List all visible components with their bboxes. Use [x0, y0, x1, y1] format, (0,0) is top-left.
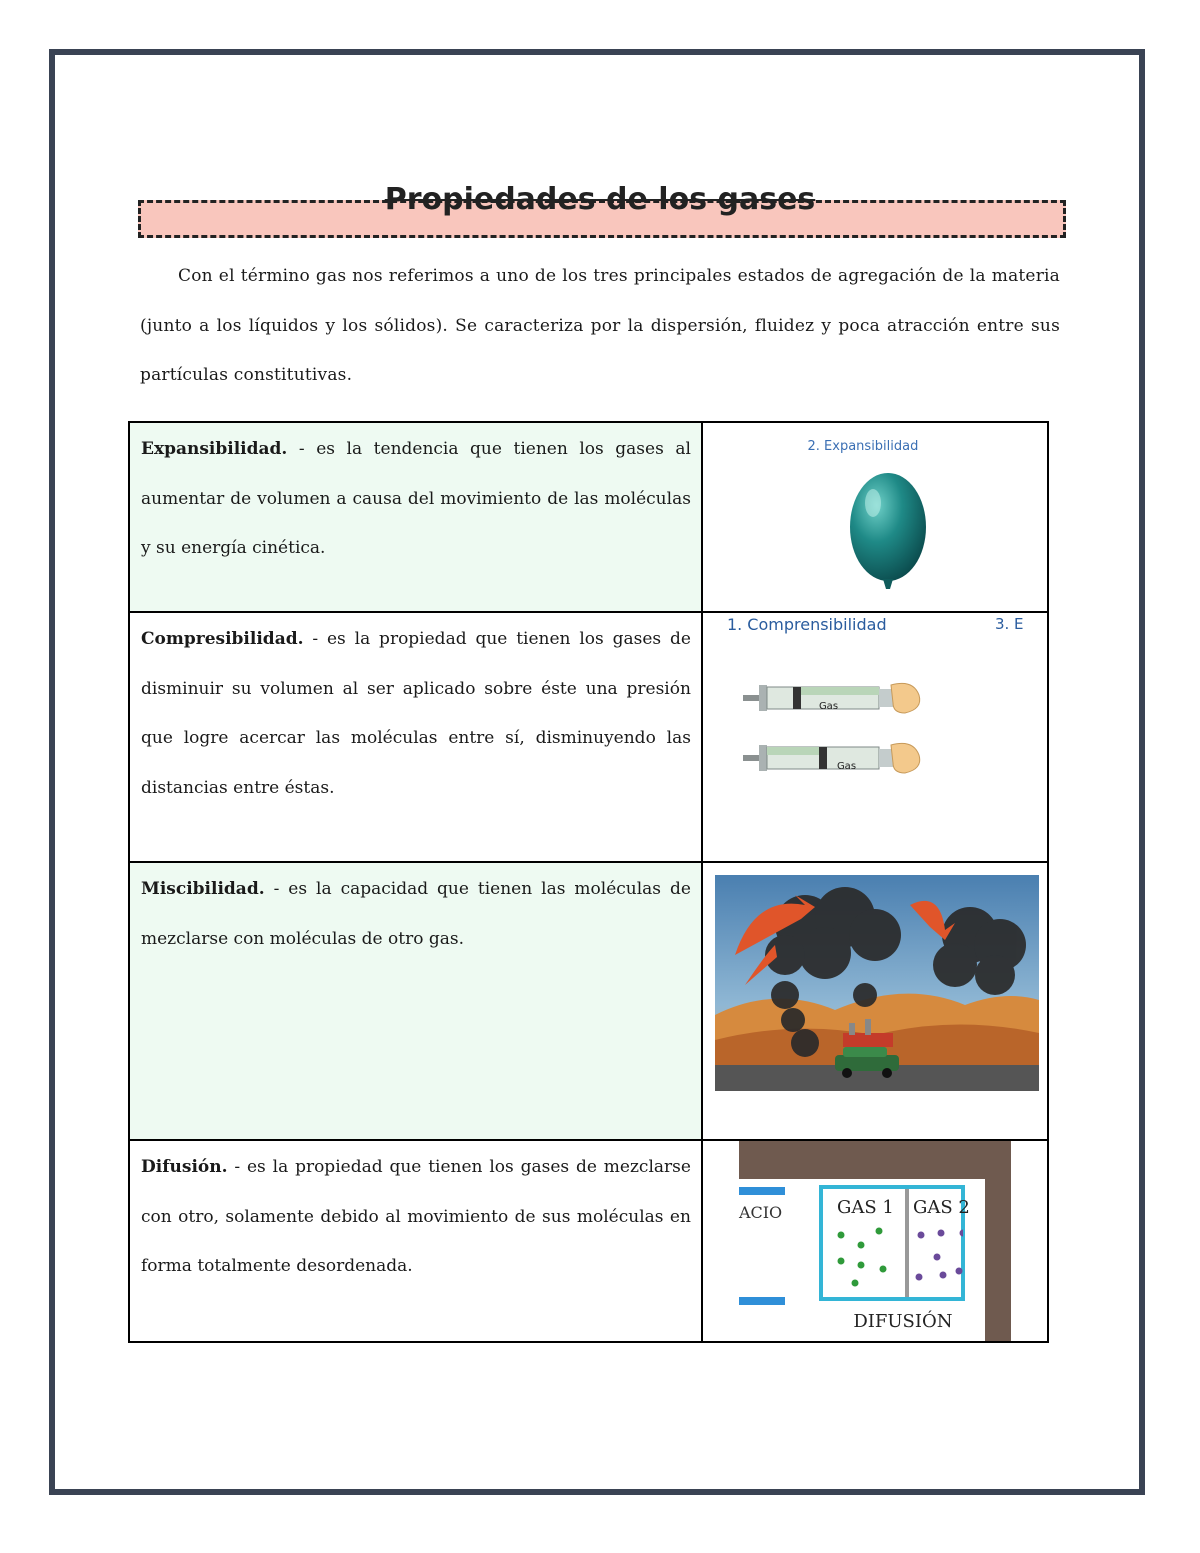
miscibility-image	[702, 862, 1048, 1140]
page-title: Propiedades de los gases	[384, 182, 816, 217]
intro-paragraph: Con el término gas nos referimos a uno de los tres principales estados de agregación de la materia (junto a los líquidos y los sólidos). Se caracteriza por la dispersión, fluidez y poca atracción entre sus partículas constitutivas.	[140, 266, 1060, 385]
image-label-right: 3. E	[994, 615, 1024, 633]
expansibility-image	[702, 422, 1048, 612]
gas-molecules-icon	[823, 1223, 963, 1293]
property-term: Difusión.	[141, 1157, 228, 1177]
property-text-cell	[129, 422, 702, 612]
properties-table	[128, 421, 1049, 1343]
balloon-icon	[843, 467, 933, 607]
property-term: Compresibilidad.	[141, 629, 304, 649]
table-row	[129, 862, 1048, 1140]
property-description: - es la propiedad que tienen los gases de disminuir su volumen al ser aplicado sobre éste una presión que logre acercar las moléculas entre sí, disminuyendo las distancias entre éstas.	[141, 629, 691, 798]
property-description: - es la tendencia que tienen los gases al aumentar de volumen a causa del movimiento de las moléculas y su energía cinética.	[141, 439, 691, 558]
property-text-cell	[129, 612, 702, 862]
property-description: - es la propiedad que tienen los gases de mezclarse con otro, solamente debido al movimiento de sus moléculas en forma totalmente desordenada.	[141, 1157, 691, 1276]
table-row	[129, 612, 1048, 862]
image-label-cut: ACIO	[738, 1203, 783, 1222]
image-label: 2. Expansibilidad	[807, 439, 919, 454]
diffusion-caption: DIFUSIÓN	[853, 1311, 953, 1332]
property-text-cell	[129, 1140, 702, 1342]
property-term: Miscibilidad.	[141, 879, 265, 899]
image-label: 1. Comprensibilidad	[726, 615, 887, 634]
syringe-label: Gas	[836, 761, 857, 772]
table-row	[129, 1140, 1048, 1342]
table-row	[129, 422, 1048, 612]
compressibility-image	[702, 612, 1048, 862]
pollution-illustration-icon	[715, 875, 1039, 1091]
syringe-label: Gas	[818, 701, 839, 712]
gas-2-label: GAS 2	[912, 1197, 970, 1218]
property-description: - es la capacidad que tienen las moléculas de mezclarse con moléculas de otro gas.	[141, 879, 691, 949]
gas-1-label: GAS 1	[836, 1197, 894, 1218]
property-term: Expansibilidad.	[141, 439, 288, 459]
diffusion-image	[702, 1140, 1048, 1342]
property-text-cell	[129, 862, 702, 1140]
